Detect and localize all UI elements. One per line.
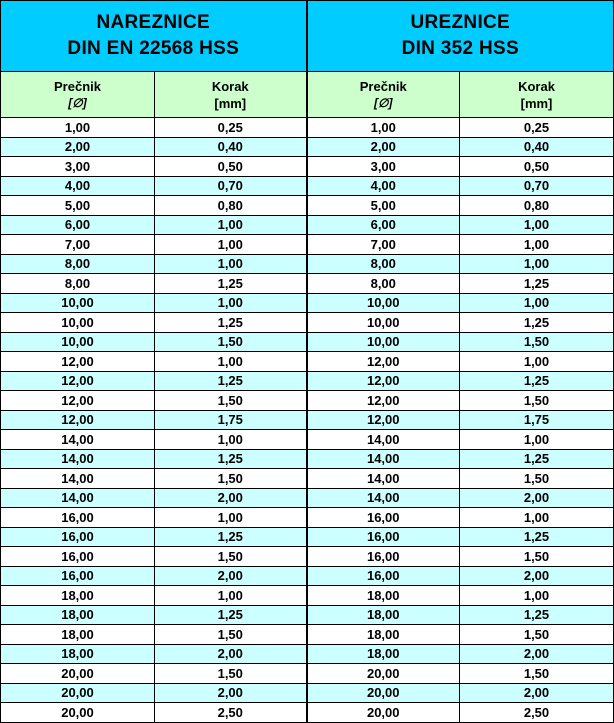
dies-diameter-cell: 12,00 [1,371,155,391]
table-row [1,683,614,703]
taps-diameter-cell: 8,00 [307,274,460,294]
dies-pitch-header [155,72,307,118]
table-row [1,274,614,294]
taps-diameter-cell: 14,00 [307,449,460,469]
pitch-label: Korak [211,78,249,94]
taps-pitch-header [460,72,614,118]
dies-pitch-cell: 1,00 [155,430,307,450]
dies-diameter-cell: 7,00 [1,235,155,255]
table-body [1,118,614,723]
table-row [1,332,614,352]
taps-pitch-cell: 1,00 [460,254,614,274]
table-row [1,196,614,216]
dies-diameter-cell: 2,00 [1,137,155,157]
dies-diameter-cell: 10,00 [1,293,155,313]
dies-diameter-cell: 14,00 [1,430,155,450]
taps-pitch-cell: 1,75 [460,410,614,430]
taps-diameter-cell: 20,00 [307,683,460,703]
pitch-label: Korak [518,78,555,94]
dies-pitch-cell: 1,00 [155,235,307,255]
dies-diameter-cell: 8,00 [1,274,155,294]
taps-diameter-cell: 18,00 [307,625,460,645]
dies-diameter-cell: 14,00 [1,469,155,489]
taps-diameter-cell: 16,00 [307,527,460,547]
taps-title-cell [307,1,614,72]
table-row [1,352,614,372]
dies-pitch-cell: 1,00 [155,586,307,606]
dies-pitch-cell: 0,25 [155,118,307,138]
dies-diameter-cell: 20,00 [1,683,155,703]
taps-pitch-cell: 2,00 [460,488,614,508]
dies-pitch-cell: 1,50 [155,391,307,411]
table-row [1,313,614,333]
taps-diameter-cell: 8,00 [307,254,460,274]
taps-pitch-cell: 1,00 [460,508,614,528]
dies-diameter-cell: 12,00 [1,352,155,372]
taps-diameter-cell: 10,00 [307,332,460,352]
dies-pitch-cell: 1,00 [155,293,307,313]
dies-diameter-cell: 10,00 [1,313,155,333]
dies-diameter-cell: 20,00 [1,703,155,723]
taps-diameter-cell: 14,00 [307,469,460,489]
table-row [1,664,614,684]
dies-pitch-cell: 1,50 [155,664,307,684]
title-header-row [1,1,614,72]
dies-diameter-cell: 16,00 [1,566,155,586]
taps-pitch-cell: 0,50 [460,157,614,177]
pitch-unit: [mm] [214,95,247,111]
dies-pitch-cell: 2,50 [155,703,307,723]
dies-diameter-cell: 16,00 [1,547,155,567]
table-row [1,215,614,235]
taps-pitch-cell: 0,25 [460,118,614,138]
taps-diameter-cell: 18,00 [307,586,460,606]
dies-diameter-cell: 12,00 [1,410,155,430]
table-row [1,605,614,625]
diameter-unit: [∅] [68,95,87,110]
dies-diameter-cell: 18,00 [1,586,155,606]
dies-title-line1: NAREZNICE [96,12,211,33]
taps-diameter-cell: 20,00 [307,703,460,723]
dies-diameter-cell: 14,00 [1,449,155,469]
taps-diameter-cell: 16,00 [307,508,460,528]
table-row [1,469,614,489]
taps-pitch-cell: 1,50 [460,664,614,684]
taps-diameter-cell: 12,00 [307,352,460,372]
table-row [1,293,614,313]
taps-diameter-cell: 20,00 [307,664,460,684]
taps-title-line2: DIN 352 HSS [401,38,519,59]
dies-diameter-cell: 18,00 [1,625,155,645]
taps-pitch-cell: 1,00 [460,293,614,313]
taps-pitch-cell: 1,00 [460,215,614,235]
taps-diameter-cell: 5,00 [307,196,460,216]
taps-pitch-cell: 1,50 [460,469,614,489]
dies-pitch-cell: 2,00 [155,566,307,586]
taps-title-line1: UREZNICE [410,12,511,33]
dies-pitch-cell: 0,40 [155,137,307,157]
table-row [1,410,614,430]
taps-pitch-cell: 1,50 [460,625,614,645]
dies-diameter-cell: 1,00 [1,118,155,138]
table-row [1,371,614,391]
dies-diameter-cell: 6,00 [1,215,155,235]
table-row [1,586,614,606]
taps-diameter-cell: 14,00 [307,488,460,508]
taps-pitch-cell: 1,00 [460,430,614,450]
dies-diameter-cell: 5,00 [1,196,155,216]
taps-pitch-cell: 1,25 [460,371,614,391]
taps-diameter-header [307,72,460,118]
taps-pitch-cell: 1,50 [460,391,614,411]
taps-pitch-cell: 2,00 [460,566,614,586]
dies-pitch-cell: 1,75 [155,410,307,430]
dies-pitch-cell: 1,25 [155,371,307,391]
dies-diameter-cell: 8,00 [1,254,155,274]
taps-pitch-cell: 1,50 [460,547,614,567]
taps-diameter-cell: 14,00 [307,430,460,450]
dies-pitch-cell: 2,00 [155,683,307,703]
taps-diameter-cell: 7,00 [307,235,460,255]
table-row [1,430,614,450]
dies-pitch-cell: 0,50 [155,157,307,177]
column-header-row [1,72,614,118]
taps-pitch-cell: 2,00 [460,683,614,703]
taps-pitch-cell: 1,25 [460,605,614,625]
taps-diameter-cell: 10,00 [307,293,460,313]
dies-pitch-cell: 1,50 [155,332,307,352]
taps-pitch-cell: 1,00 [460,586,614,606]
taps-diameter-cell: 10,00 [307,313,460,333]
dies-pitch-cell: 1,50 [155,625,307,645]
diameter-label: Prečnik [359,78,407,94]
taps-pitch-cell: 0,40 [460,137,614,157]
dies-pitch-cell: 1,50 [155,469,307,489]
taps-diameter-cell: 18,00 [307,605,460,625]
taps-pitch-cell: 1,00 [460,235,614,255]
dies-pitch-cell: 1,25 [155,527,307,547]
taps-pitch-cell: 1,25 [460,527,614,547]
dies-diameter-cell: 10,00 [1,332,155,352]
taps-diameter-cell: 18,00 [307,644,460,664]
dies-diameter-cell: 18,00 [1,644,155,664]
taps-diameter-cell: 2,00 [307,137,460,157]
taps-pitch-cell: 1,50 [460,332,614,352]
dies-diameter-cell: 18,00 [1,605,155,625]
dies-pitch-cell: 2,00 [155,644,307,664]
dies-diameter-cell: 12,00 [1,391,155,411]
taps-diameter-cell: 16,00 [307,566,460,586]
table-row [1,703,614,723]
table-row [1,137,614,157]
dies-diameter-cell: 4,00 [1,176,155,196]
taps-diameter-cell: 1,00 [307,118,460,138]
dies-diameter-header [1,72,155,118]
table-row [1,157,614,177]
dies-pitch-cell: 1,00 [155,215,307,235]
taps-pitch-cell: 1,25 [460,313,614,333]
diameter-unit: [∅] [374,95,393,110]
dies-diameter-cell: 14,00 [1,488,155,508]
taps-diameter-cell: 16,00 [307,547,460,567]
taps-diameter-cell: 4,00 [307,176,460,196]
table-row [1,449,614,469]
dies-pitch-cell: 1,00 [155,508,307,528]
table-row [1,508,614,528]
dies-pitch-cell: 1,25 [155,449,307,469]
dies-pitch-cell: 1,00 [155,352,307,372]
table-row [1,176,614,196]
table-row [1,235,614,255]
dies-pitch-cell: 1,50 [155,547,307,567]
taps-pitch-cell: 1,00 [460,352,614,372]
diameter-label: Prečnik [54,78,101,94]
dies-diameter-cell: 16,00 [1,508,155,528]
taps-diameter-cell: 3,00 [307,157,460,177]
taps-diameter-cell: 12,00 [307,391,460,411]
taps-diameter-cell: 6,00 [307,215,460,235]
taps-pitch-cell: 1,25 [460,274,614,294]
taps-diameter-cell: 12,00 [307,410,460,430]
table-row [1,566,614,586]
dies-pitch-cell: 2,00 [155,488,307,508]
taps-pitch-cell: 2,00 [460,644,614,664]
taps-diameter-cell: 12,00 [307,371,460,391]
taps-pitch-cell: 0,70 [460,176,614,196]
dies-title-line2: DIN EN 22568 HSS [67,38,240,59]
taps-pitch-cell: 2,50 [460,703,614,723]
dies-pitch-cell: 1,00 [155,254,307,274]
dies-pitch-cell: 1,25 [155,605,307,625]
dies-pitch-cell: 0,70 [155,176,307,196]
table-row [1,391,614,411]
dies-diameter-cell: 3,00 [1,157,155,177]
table-row [1,118,614,138]
table-row [1,547,614,567]
table-row [1,625,614,645]
pitch-unit: [mm] [520,95,553,111]
taps-pitch-cell: 0,80 [460,196,614,216]
table-row [1,644,614,664]
dies-diameter-cell: 20,00 [1,664,155,684]
table-row [1,488,614,508]
taps-pitch-cell: 1,25 [460,449,614,469]
dies-pitch-cell: 0,80 [155,196,307,216]
dies-pitch-cell: 1,25 [155,313,307,333]
dies-title-cell [1,1,307,72]
table-row [1,254,614,274]
table-row [1,527,614,547]
dies-pitch-cell: 1,25 [155,274,307,294]
dies-diameter-cell: 16,00 [1,527,155,547]
